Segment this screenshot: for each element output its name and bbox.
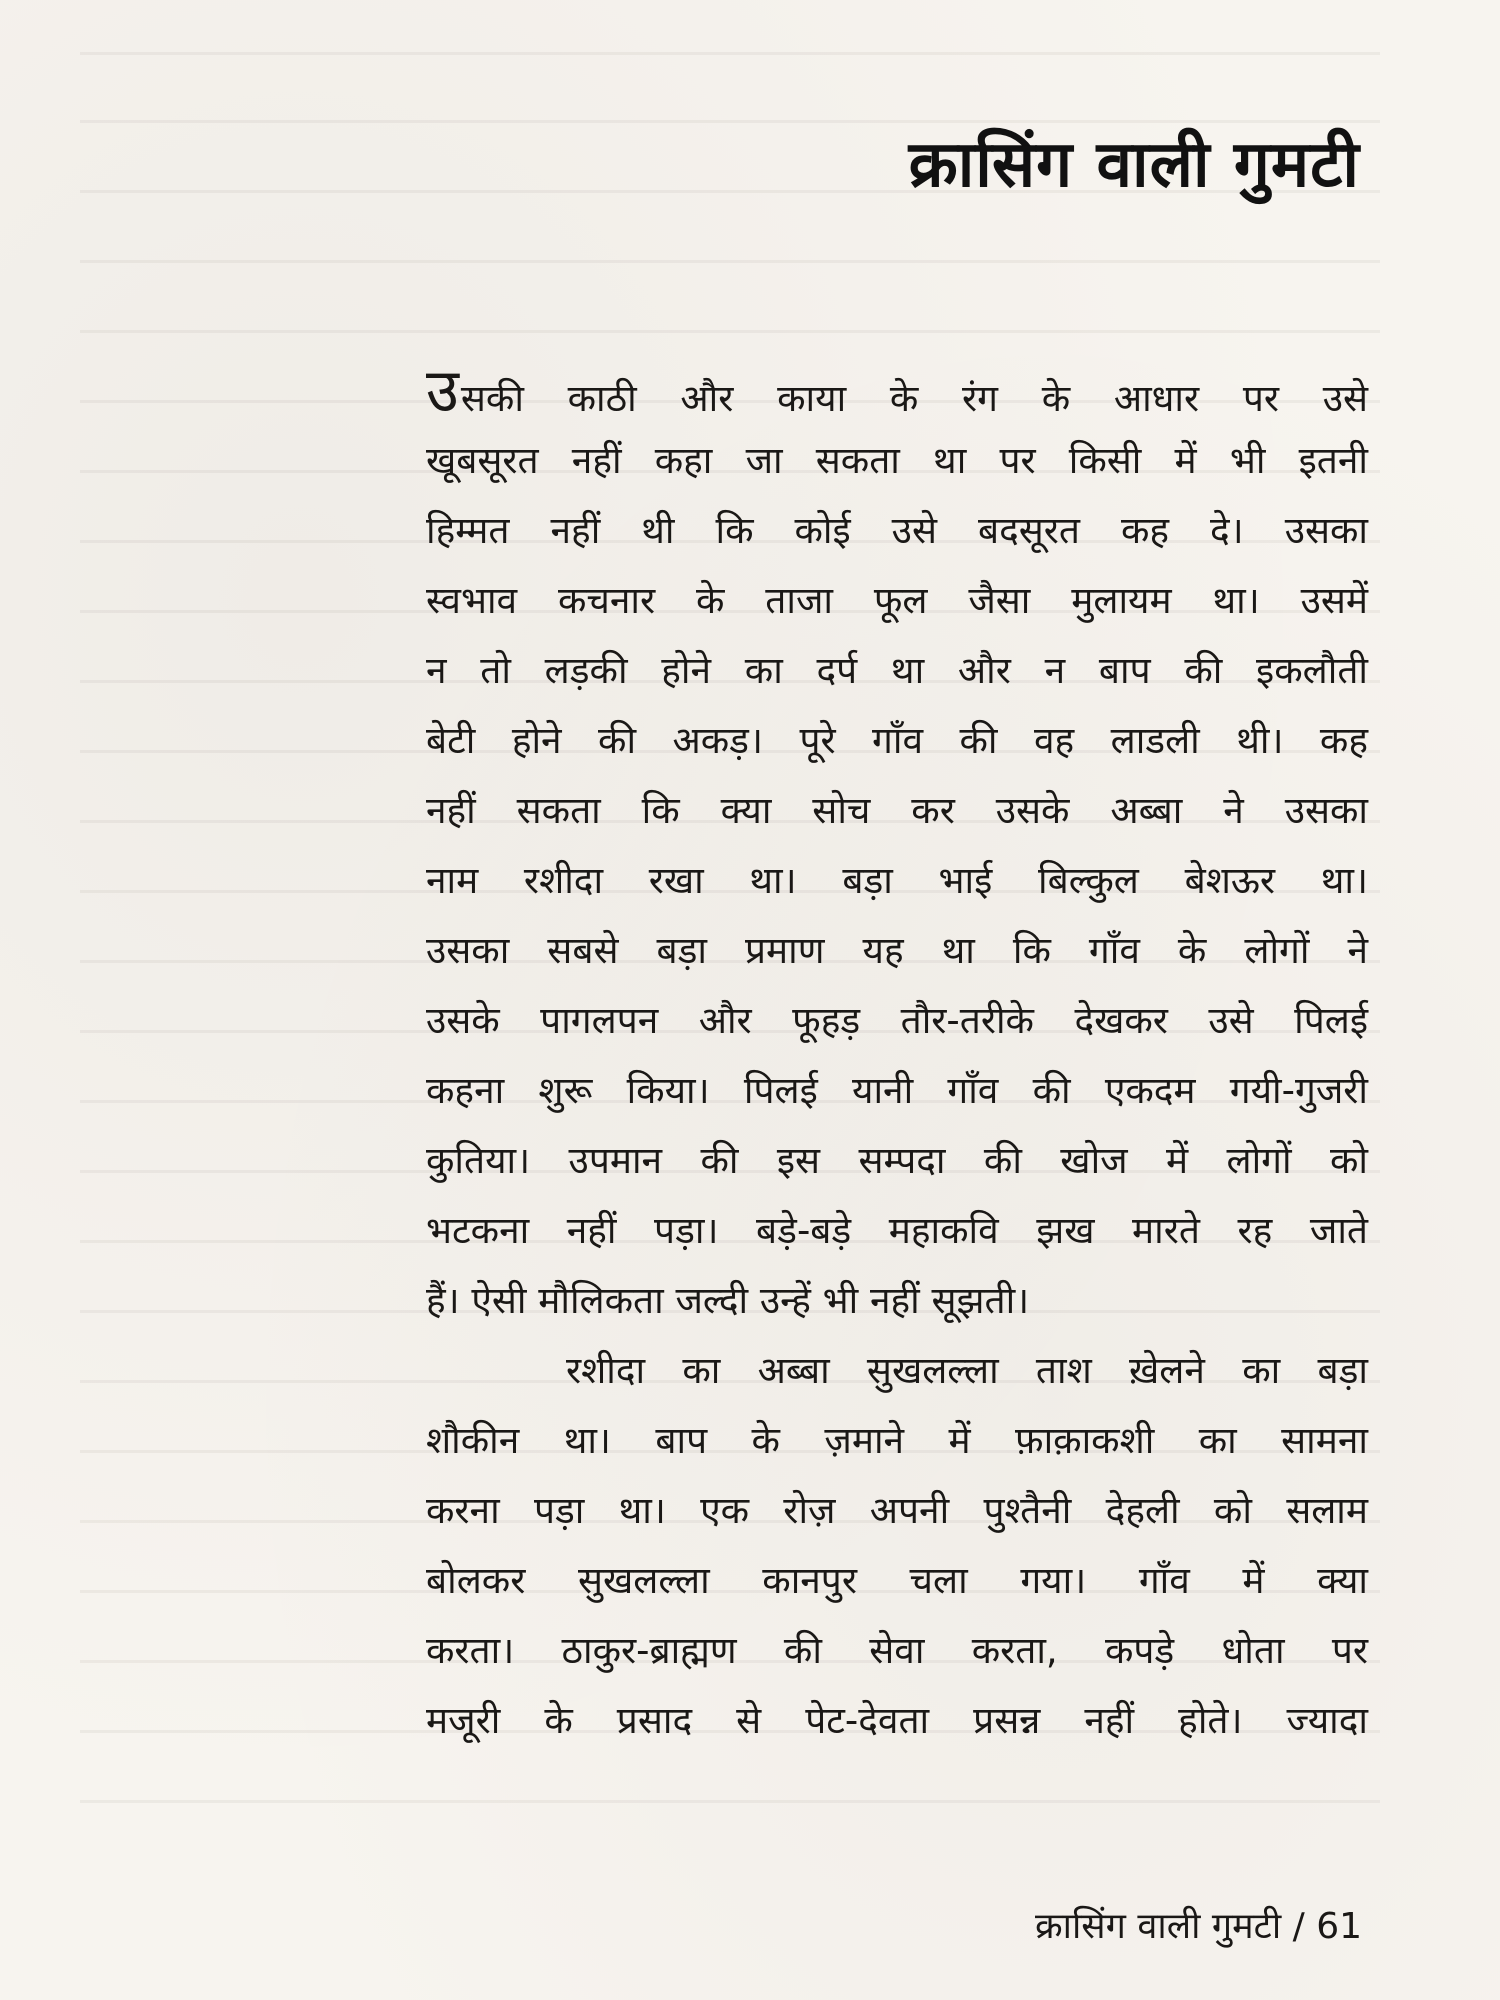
text-line: हिम्मत नहीं थी कि कोई उसे बदसूरत कह दे। उसका: [426, 509, 1368, 552]
text-line: हैं। ऐसी मौलिकता जल्दी उन्हें भी नहीं सूझती।: [426, 1279, 1030, 1322]
text-line: नहीं सकता कि क्या सोच कर उसके अब्बा ने उसका: [426, 789, 1368, 832]
text-line: खूबसूरत नहीं कहा जा सकता था पर किसी में भी इतनी: [426, 439, 1368, 482]
text-line: शौकीन था। बाप के ज़माने में फ़ाक़ाकशी का सामना: [426, 1419, 1368, 1462]
text-line: करना पड़ा था। एक रोज़ अपनी पुश्तैनी देहली को सलाम: [426, 1489, 1368, 1532]
footer-separator: /: [1292, 1906, 1305, 1947]
chapter-title: क्रासिंग वाली गुमटी: [908, 128, 1360, 202]
page-footer: [1035, 1900, 1362, 1949]
text-line: नाम रशीदा रखा था। बड़ा भाई बिल्कुल बेशऊर था।: [426, 859, 1368, 902]
text-line: बोलकर सुखलल्ला कानपुर चला गया। गाँव में क्या: [426, 1559, 1368, 1602]
bleed-through-line: [80, 330, 1380, 333]
bleed-through-line: [80, 260, 1380, 263]
text-line: रशीदा का अब्बा सुखलल्ला ताश ख़ेलने का बड़ा: [566, 1349, 1368, 1392]
text-line: उसका सबसे बड़ा प्रमाण यह था कि गाँव के लोगों ने: [426, 929, 1368, 972]
text-line: उसकी काठी और काया के रंग के आधार पर उसे: [426, 356, 1368, 426]
text-line: न तो लड़की होने का दर्प था और न बाप की इकलौती: [426, 649, 1368, 692]
text-line: करता। ठाकुर-ब्राह्मण की सेवा करता, कपड़े धोता पर: [426, 1629, 1368, 1672]
text-line: उसके पागलपन और फूहड़ तौर-तरीके देखकर उसे पिलई: [426, 999, 1368, 1042]
drop-cap: उ: [426, 356, 459, 426]
bleed-through-line: [80, 1800, 1380, 1803]
text-line: कहना शुरू किया। पिलई यानी गाँव की एकदम गयी-गुजरी: [426, 1069, 1368, 1112]
text-line: बेटी होने की अकड़। पूरे गाँव की वह लाडली थी। कह: [426, 719, 1368, 762]
bleed-through-line: [80, 52, 1380, 55]
running-title: क्रासिंग वाली गुमटी: [1035, 1906, 1282, 1947]
text-line: कुतिया। उपमान की इस सम्पदा की खोज में लोगों को: [426, 1139, 1368, 1182]
text-line: भटकना नहीं पड़ा। बड़े-बड़े महाकवि झख मारते रह जाते: [426, 1209, 1368, 1252]
text-line: मजूरी के प्रसाद से पेट-देवता प्रसन्न नहीं होते। ज्यादा: [426, 1699, 1368, 1742]
text-line: स्वभाव कचनार के ताजा फूल जैसा मुलायम था। उसमें: [426, 579, 1368, 622]
page-number: 61: [1316, 1906, 1362, 1947]
